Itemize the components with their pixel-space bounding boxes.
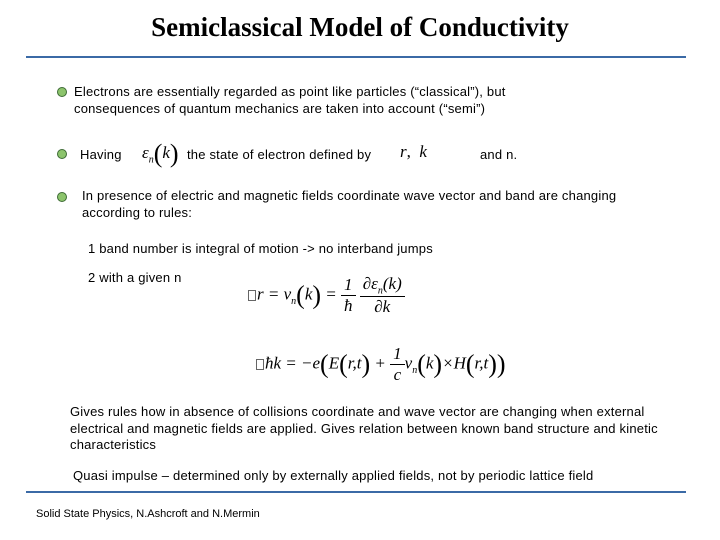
energy-expression: $\varepsilon_n(k)$ [142,139,179,168]
quasi-impulse-text: Quasi impulse – determined only by externally applied fields, not by periodic lattice field [73,468,594,483]
bullet-icon [57,87,67,97]
bullet-text-2: In presence of electric and magnetic fields coordinate wave vector and band are changing according to rules: [82,188,617,220]
bullet-icon [57,149,67,159]
explanation-text: Gives rules how in absence of collisions coordinate and wave vector are changing when external electrical and magnetic fields are applied. Gives relation between known band structure and kinetic characteristics [70,404,658,452]
bullet-icon [57,192,67,202]
bullet-text-1: Electrons are essentially regarded as point like particles (“classical”), but consequences of quantum mechanics are taken into account (“semi”) [74,84,506,116]
slide-title: Semiclassical Model of Conductivity [151,12,569,42]
title-divider [26,56,686,58]
having-label: Having [80,147,122,162]
vector-r-k: r, k [400,142,427,161]
footer-citation: Solid State Physics, N.Ashcroft and N.Mermin [36,508,260,520]
having-end-text: and n. [480,147,518,162]
rule-2-text: 2 with a given n [88,270,182,285]
force-equation: ħk = −e(E(r,t) + $\frac{1}{c}$ $v_n(k)\times H(r,t)$) [256,344,506,385]
footer-divider [26,491,686,493]
velocity-equation: $r = v_n(k)$ = $\frac{1}{ħ}$ $\frac{\partial\varepsilon_n(k)}{\partial k}$ [248,274,405,317]
comma-text: , [406,142,411,161]
having-middle-text: the state of electron defined by [187,147,372,162]
rule-1-text: 1 band number is integral of motion -> no interband jumps [88,241,433,256]
